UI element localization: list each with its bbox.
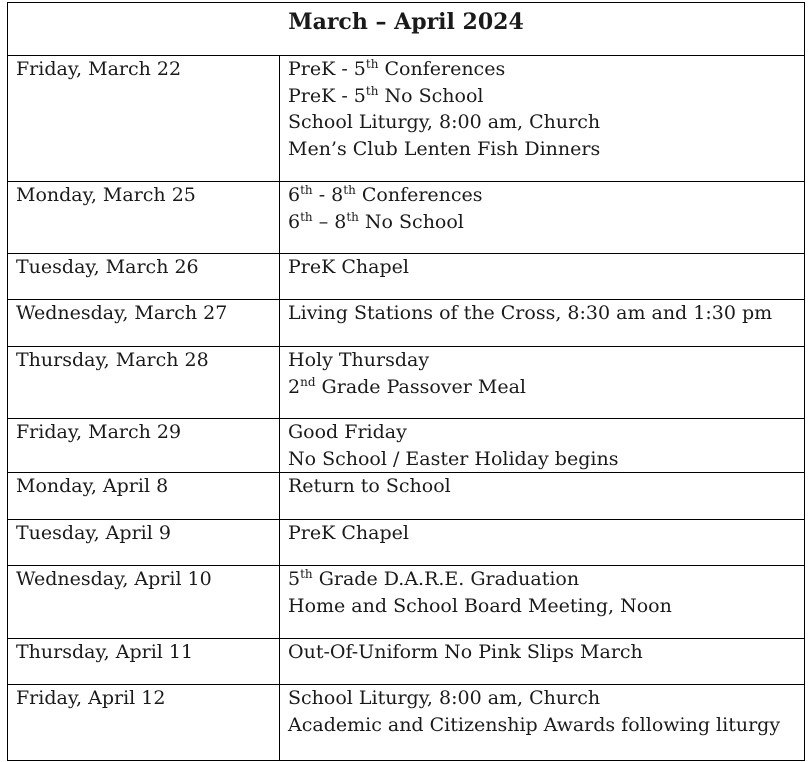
ordinal-suffix: th	[300, 209, 313, 224]
event-list	[280, 473, 805, 520]
event-list	[280, 182, 805, 254]
event-date: Wednesday, March 27	[8, 300, 280, 347]
event-item: PreK - 5th Conferences	[288, 57, 506, 80]
event-item: PreK Chapel	[288, 522, 409, 544]
event-list	[280, 566, 805, 639]
ordinal-suffix: th	[365, 83, 379, 98]
event-item: Good Friday	[288, 421, 407, 443]
event-date: Friday, April 12	[8, 685, 280, 761]
event-item: 6th - 8th Conferences	[288, 183, 483, 206]
event-list	[280, 520, 805, 566]
event-date: Friday, March 22	[8, 56, 280, 182]
event-date: Monday, April 8	[8, 473, 280, 520]
table-row	[8, 347, 805, 419]
table-row	[8, 473, 805, 520]
event-item: Living Stations of the Cross, 8:30 am and 1:30 pm	[288, 302, 773, 324]
table-row	[8, 639, 805, 685]
event-item: Men’s Club Lenten Fish Dinners	[288, 137, 601, 160]
ordinal-suffix: th	[300, 567, 313, 581]
table-row	[8, 520, 805, 566]
event-list	[280, 254, 805, 300]
table-row	[8, 182, 805, 254]
ordinal-suffix: th	[343, 183, 356, 197]
event-date: Tuesday, April 9	[8, 520, 280, 566]
table-row	[8, 254, 805, 300]
calendar-table	[7, 2, 805, 761]
table-row	[8, 56, 805, 182]
event-list	[280, 639, 805, 685]
event-item: Academic and Citizenship Awards following liturgy	[288, 713, 781, 736]
event-date: Friday, March 29	[8, 419, 280, 473]
event-list	[280, 685, 805, 761]
ordinal-suffix: nd	[300, 374, 316, 389]
event-date: Monday, March 25	[8, 182, 280, 254]
ordinal-suffix: th	[346, 209, 359, 224]
table-row	[8, 566, 805, 639]
event-item: No School / Easter Holiday begins	[288, 447, 619, 470]
event-item: School Liturgy, 8:00 am, Church	[288, 111, 601, 133]
table-row	[8, 300, 805, 347]
event-date: Thursday, April 11	[8, 639, 280, 685]
event-date: Wednesday, April 10	[8, 566, 280, 639]
event-list	[280, 300, 805, 347]
event-item: Holy Thursday	[288, 349, 430, 371]
event-item: School Liturgy, 8:00 am, Church	[288, 687, 601, 709]
event-list	[280, 347, 805, 419]
event-date: Thursday, March 28	[8, 347, 280, 419]
calendar-title: March – April 2024	[8, 3, 805, 56]
event-item: Return to School	[288, 475, 451, 497]
event-item: PreK - 5th No School	[288, 83, 484, 107]
event-date: Tuesday, March 26	[8, 254, 280, 300]
ordinal-suffix: th	[300, 183, 313, 197]
event-item: 5th Grade D.A.R.E. Graduation	[288, 567, 580, 590]
ordinal-suffix: th	[365, 57, 379, 71]
event-item: Home and School Board Meeting, Noon	[288, 594, 672, 617]
event-list	[280, 56, 805, 182]
table-row	[8, 685, 805, 761]
event-list	[280, 419, 805, 473]
event-item: PreK Chapel	[288, 256, 409, 278]
table-row	[8, 419, 805, 473]
title-row	[8, 3, 805, 56]
event-item: Out-Of-Uniform No Pink Slips March	[288, 641, 643, 663]
calendar-body	[8, 56, 805, 761]
event-item: 6th – 8th No School	[288, 209, 464, 233]
event-item: 2nd Grade Passover Meal	[288, 374, 526, 398]
